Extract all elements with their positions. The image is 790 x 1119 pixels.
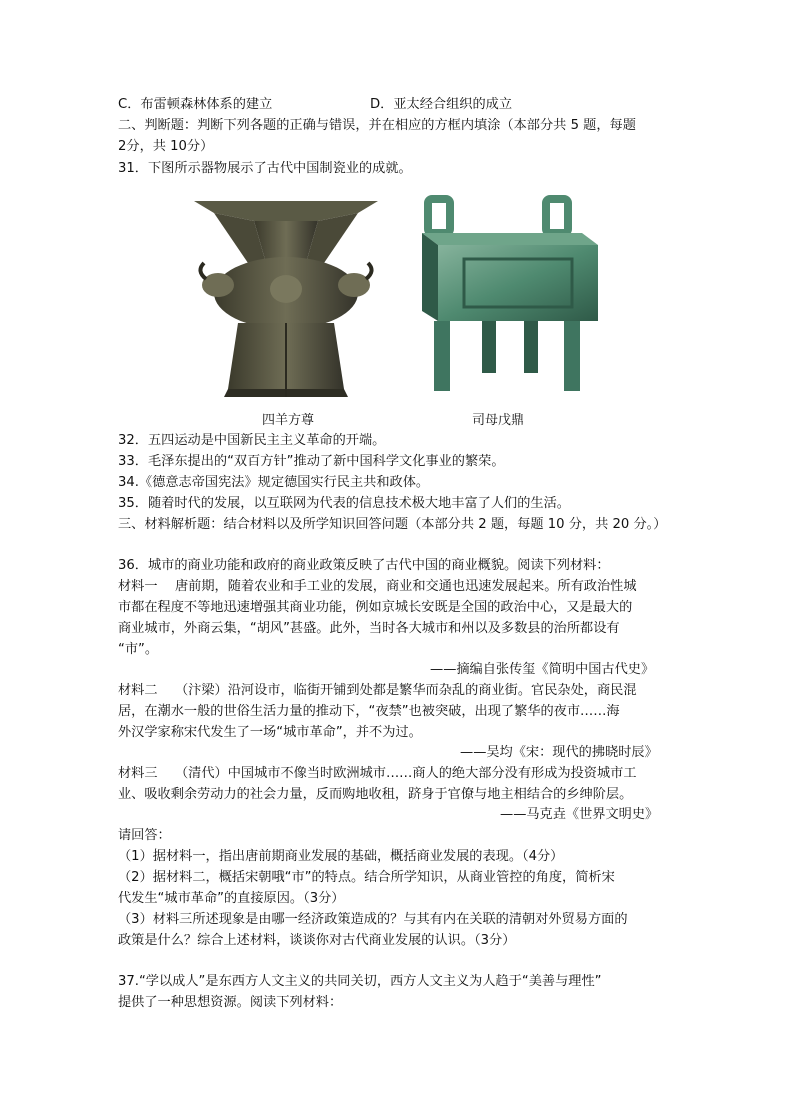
sub-question-1: （1）据材料一，指出唐前期商业发展的基础，概括商业发展的表现。（4分） [118, 849, 564, 864]
sub-question-2-cont: 代发生“城市革命”的直接原因。（3分） [118, 891, 345, 906]
material-two-line-1: 材料二 （汴梁）沿河设市，临街开铺到处都是繁华而杂乱的商业街。官民杂处，商民混 [118, 683, 637, 698]
question-34: 34.《德意志帝国宪法》规定德国实行民主共和政体。 [118, 475, 430, 490]
section-three-heading: 三、材料解析题：结合材料以及所学知识回答问题（本部分共 2 题，每题 10 分，共 20 分。） [118, 517, 667, 532]
left-figure-caption: 四羊方尊 [262, 413, 315, 428]
question-36: 36．城市的商业功能和政府的商业政策反映了古代中国的商业概貌。阅读下列材料： [118, 558, 610, 573]
sub-question-3-cont: 政策是什么？综合上述材料，谈谈你对古代商业发展的认识。（3分） [118, 933, 516, 948]
material-one-line-2: 市都在程度不等地迅速增强其商业功能，例如京城长安既是全国的政治中心，又是最大的 [118, 600, 633, 615]
material-three-line-2: 业、吸收剩余劳动力的社会力量，反而购地收租，跻身于官僚与地主相结合的乡绅阶层。 [118, 787, 633, 802]
right-figure-caption: 司母戊鼎 [472, 413, 525, 428]
question-31: 31．下图所示器物展示了古代中国制瓷业的成就。 [118, 161, 412, 176]
material-two-line-2: 居，在潮水一般的世俗生活力量的推动下，“夜禁”也被突破，出现了繁华的夜市……海 [118, 704, 620, 719]
option-c: C．布雷顿森林体系的建立 [118, 97, 273, 112]
material-one-line-3: 商业城市，外商云集，“胡风”甚盛。此外，当时各大城市和州以及多数县的治所都设有 [118, 621, 620, 636]
section-two-heading-cont: 2分，共 10分） [118, 139, 214, 154]
material-two-line-3: 外汉学家称宋代发生了一场“城市革命”，并不为过。 [118, 725, 422, 740]
four-ram-zun-drawing [188, 193, 384, 401]
simuwu-ding-drawing [414, 195, 604, 401]
simuwu-ding-image [414, 195, 604, 401]
question-33: 33．毛泽东提出的“双百方针”推动了新中国科学文化事业的繁荣。 [118, 454, 505, 469]
section-two-heading: 二、判断题：判断下列各题的正确与错误，并在相应的方框内填涂（本部分共 5 题，每题 [118, 118, 636, 133]
please-answer: 请回答： [118, 828, 171, 843]
material-one-line-1: 材料一 唐前期，随着农业和手工业的发展，商业和交通也迅速发展起来。所有政治性城 [118, 579, 637, 594]
question-35: 35．随着时代的发展，以互联网为代表的信息技术极大地丰富了人们的生活。 [118, 496, 570, 511]
material-three-source: ——马克垚《世界文明史》 [500, 807, 659, 822]
sub-question-2: （2）据材料二，概括宋朝哦“市”的特点。结合所学知识，从商业管控的角度，简析宋 [118, 870, 615, 885]
material-three-line-1: 材料三 （清代）中国城市不像当时欧洲城市……商人的绝大部分没有形成为投资城市工 [118, 766, 637, 781]
question-32: 32．五四运动是中国新民主主义革命的开端。 [118, 433, 386, 448]
material-two-source: ——吴均《宋：现代的拂晓时辰》 [460, 745, 658, 760]
question-37: 37.“学以成人”是东西方人文主义的共同关切，西方人文主义为人趋于“美善与理性” [118, 974, 602, 989]
sub-question-3: （3）材料三所述现象是由哪一经济政策造成的？与其有内在关联的清朝对外贸易方面的 [118, 912, 628, 927]
material-one-line-4: “市”。 [118, 642, 159, 657]
material-one-source: ——摘编自张传玺《简明中国古代史》 [430, 662, 655, 677]
four-ram-zun-image [188, 193, 384, 401]
option-d: D．亚太经合组织的成立 [370, 97, 513, 112]
question-37-cont: 提供了一种思想资源。阅读下列材料： [118, 995, 343, 1010]
